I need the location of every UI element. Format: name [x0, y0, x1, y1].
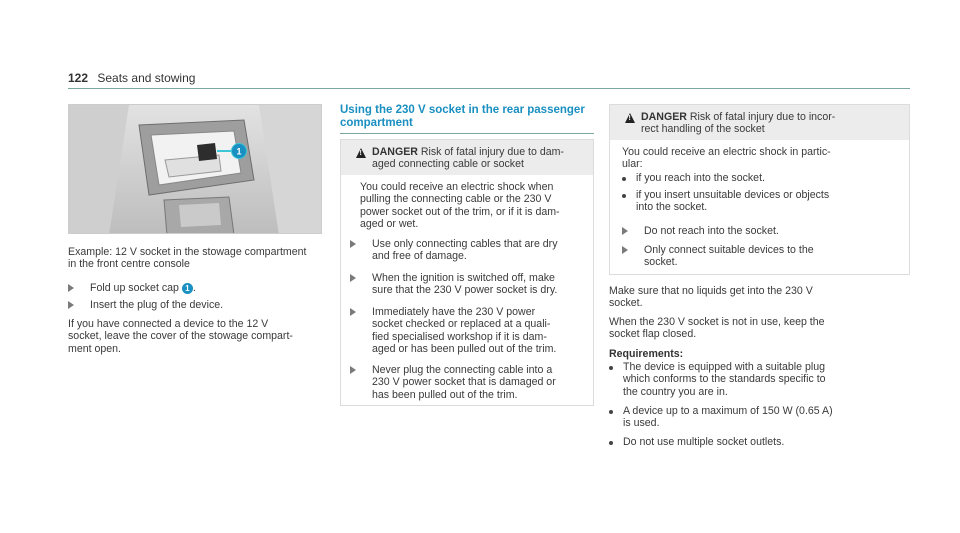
danger-text — [641, 111, 903, 136]
step-text: Fold up socket cap — [90, 282, 179, 294]
danger-line: rect handling of the socket — [641, 123, 765, 136]
danger-line: Risk of fatal injury due to dam- — [420, 146, 564, 158]
list-item — [609, 361, 826, 398]
body-line: You could receive an electric shock in partic- — [622, 146, 831, 158]
step-item — [622, 244, 814, 269]
bullet-line: The device is equipped with a suitable plug — [623, 361, 826, 373]
bullet-line: A device up to a maximum of 150 W (0.65 A) — [623, 405, 833, 417]
arrow-icon — [68, 284, 74, 292]
para-line: socket flap closed. — [609, 328, 697, 341]
socket-photo — [68, 104, 322, 234]
bullet-dot — [609, 441, 613, 445]
right-paragraph — [609, 316, 825, 341]
requirements-label — [609, 348, 683, 360]
list-item — [609, 436, 784, 448]
danger-box — [340, 139, 594, 406]
step-line: has been pulled out of the trim. — [372, 388, 518, 401]
arrow-icon — [350, 240, 356, 248]
step-line: sure that the 230 V power socket is dry. — [372, 284, 558, 297]
heading-divider — [340, 133, 594, 134]
callout-badge: 1 — [182, 283, 193, 294]
section-heading — [340, 104, 585, 130]
step-line: 230 V power socket that is damaged or — [372, 376, 556, 389]
list-item — [622, 189, 829, 214]
step-line: socket checked or replaced at a quali- — [372, 318, 551, 331]
bullet-dot — [622, 177, 626, 181]
step-line: socket. — [644, 256, 678, 269]
warning-icon — [625, 113, 635, 123]
danger-body — [360, 181, 560, 231]
bullet-dot — [622, 194, 626, 198]
step-line: Only connect suitable devices to the — [644, 244, 814, 256]
step-item — [350, 238, 558, 263]
step-line: and free of damage. — [372, 250, 467, 263]
caption-line: Example: 12 V socket in the stowage compartment — [68, 246, 307, 258]
bullet-line: if you reach into the socket. — [636, 172, 765, 184]
arrow-icon — [350, 366, 356, 374]
para-line: When the 230 V socket is not in use, keep the — [609, 316, 825, 328]
page-number: 122 — [68, 71, 89, 85]
step-suffix: . — [192, 282, 196, 294]
bullet-line: into the socket. — [636, 201, 708, 214]
heading-line: compartment — [340, 117, 413, 129]
header-divider — [68, 88, 910, 89]
bullet-line: is used. — [623, 417, 660, 430]
danger-line: Risk of fatal injury due to incor- — [689, 111, 836, 123]
body-line: aged or wet. — [360, 218, 419, 231]
arrow-icon — [622, 227, 628, 235]
para-line: socket. — [609, 297, 643, 310]
step-item — [622, 225, 779, 237]
danger-label: DANGER — [641, 111, 687, 123]
danger-header — [341, 140, 593, 175]
danger-line: aged connecting cable or socket — [372, 158, 524, 171]
danger-text — [372, 146, 587, 171]
step-line: When the ignition is switched off, make — [372, 272, 555, 284]
bullet-line: the country you are in. — [623, 385, 728, 398]
bullet-dot — [609, 366, 613, 370]
step-item — [350, 272, 557, 297]
step-item — [68, 299, 223, 311]
bullet-line: which conforms to the standards specific to — [623, 373, 826, 386]
step-line: aged or has been pulled out of the trim. — [372, 343, 557, 356]
arrow-icon — [350, 308, 356, 316]
caption-line: in the front centre console — [68, 258, 190, 271]
body-line: ular: — [622, 158, 643, 171]
step-item — [68, 282, 196, 294]
danger-header — [610, 105, 909, 140]
step-line: Do not reach into the socket. — [644, 225, 779, 237]
arrow-icon — [350, 274, 356, 282]
step-line: Never plug the connecting cable into a — [372, 364, 553, 376]
arrow-icon — [622, 246, 628, 254]
body-line: power socket out of the trim, or if it is dam- — [360, 205, 560, 218]
danger-label: DANGER — [372, 146, 418, 158]
para-line: ment open. — [68, 342, 122, 355]
bullet-dot — [609, 410, 613, 414]
right-paragraph — [609, 285, 813, 310]
section-title: Seats and stowing — [97, 71, 196, 85]
body-line: pulling the connecting cable or the 230 V — [360, 193, 552, 206]
step-text: Insert the plug of the device. — [90, 299, 224, 311]
para-line: Make sure that no liquids get into the 230 V — [609, 285, 813, 297]
list-item — [622, 172, 765, 184]
heading-line: Using the 230 V socket in the rear passenger — [340, 104, 585, 116]
list-item — [609, 405, 833, 430]
figure-caption — [68, 246, 306, 271]
req-label-text: Requirements: — [609, 348, 684, 360]
photo-callout: 1 — [236, 146, 242, 157]
step-item — [350, 306, 556, 356]
danger-body — [622, 146, 831, 171]
step-line: Immediately have the 230 V power — [372, 306, 536, 318]
step-line: Use only connecting cables that are dry — [372, 238, 558, 250]
arrow-icon — [68, 301, 74, 309]
step-line: fied specialised workshop if it is dam- — [372, 330, 547, 343]
body-line: You could receive an electric shock when — [360, 181, 554, 193]
page-header — [68, 71, 195, 85]
left-paragraph — [68, 318, 293, 355]
bullet-line: if you insert unsuitable devices or objects — [636, 189, 830, 201]
step-item — [350, 364, 556, 401]
danger-box — [609, 104, 910, 275]
para-line: If you have connected a device to the 12 V — [68, 318, 269, 330]
para-line: socket, leave the cover of the stowage compart- — [68, 330, 293, 343]
warning-icon — [356, 148, 366, 158]
bullet-line: Do not use multiple socket outlets. — [623, 436, 785, 448]
